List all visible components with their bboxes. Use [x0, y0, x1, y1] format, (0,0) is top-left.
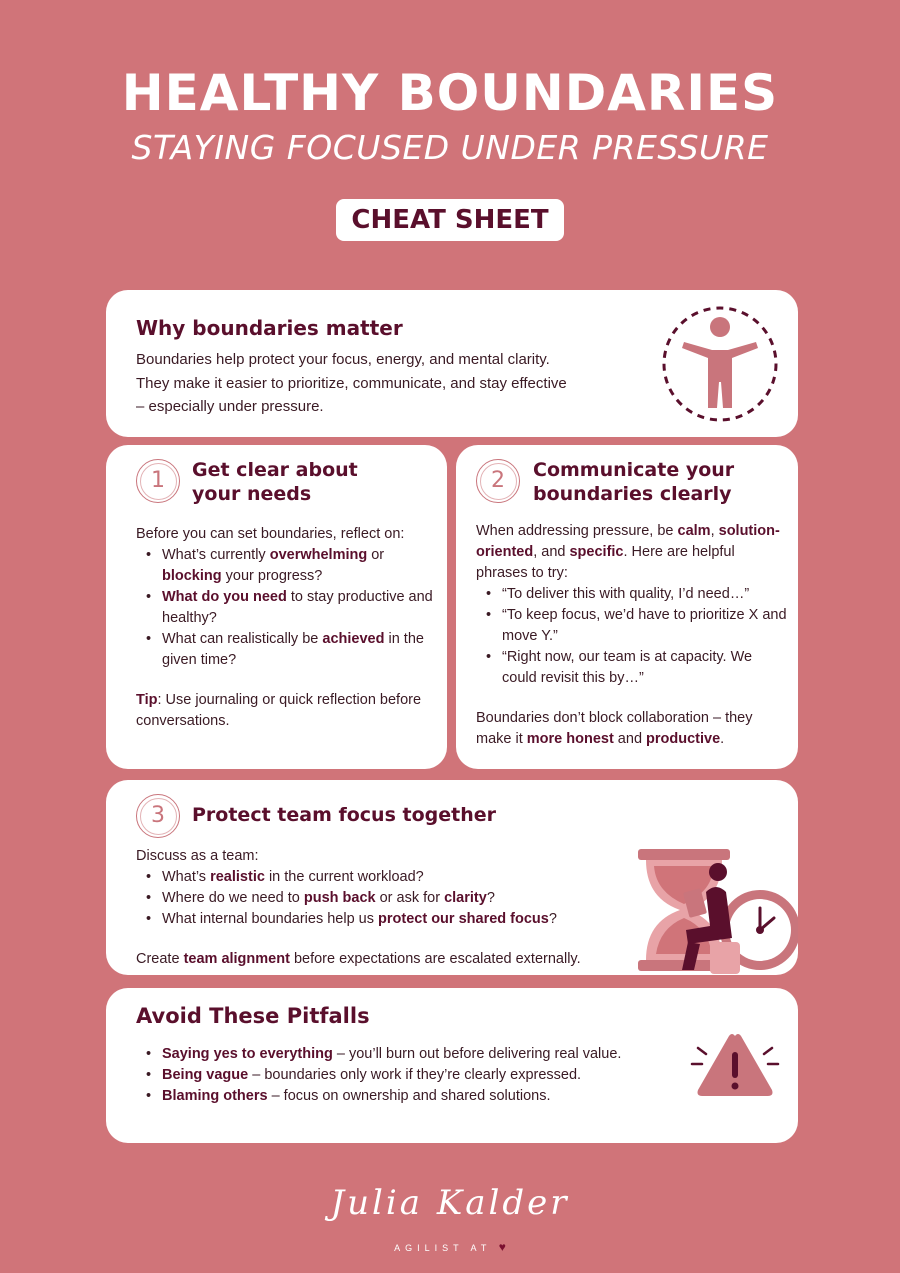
- step-3-outro: Create team alignment before expectations are escalated externally.: [136, 951, 581, 967]
- step-1-list: [136, 545, 436, 671]
- list-item: • Saying yes to everything – you’ll burn out before delivering real value.: [136, 1044, 696, 1065]
- why-line-3: – especially under pressure.: [136, 398, 324, 415]
- step-2-outro: Boundaries don’t block collaboration – they make it more honest and productive.: [476, 710, 753, 747]
- pitfalls-list: [136, 1044, 696, 1107]
- list-item: • Where do we need to push back or ask for clarity?: [136, 888, 656, 909]
- list-item: • What do you need to stay productive and healthy?: [136, 587, 436, 629]
- step-1-card: [106, 445, 447, 769]
- list-item: • What can realistically be achieved in the given time?: [136, 629, 436, 671]
- list-item: • Blaming others – focus on ownership and shared solutions.: [136, 1086, 696, 1107]
- cheat-sheet-badge: CHEAT SHEET: [336, 199, 564, 241]
- list-item: • “To keep focus, we’d have to prioritize X and move Y.”: [476, 605, 788, 647]
- pitfalls-heading: Avoid These Pitfalls: [136, 1004, 370, 1028]
- step-1-number: 1: [136, 459, 180, 503]
- footer-tagline-text: AGILIST AT: [394, 1243, 492, 1253]
- step-1-body: [136, 524, 436, 732]
- warning-icon: [688, 1028, 782, 1104]
- step-3-list: [136, 867, 656, 930]
- heart-icon: ♥: [498, 1240, 506, 1254]
- footer-tagline: [0, 1240, 900, 1254]
- pitfalls-card: [106, 988, 798, 1143]
- step-2-heading-line-1: Communicate your: [533, 459, 735, 481]
- hourglass-clock-person-icon: [636, 846, 798, 975]
- page-title: HEALTHY BOUNDARIES: [121, 64, 779, 122]
- list-item: • Being vague – boundaries only work if they’re clearly expressed.: [136, 1065, 696, 1086]
- step-1-heading-line-1: Get clear about: [192, 459, 358, 481]
- step-2-card: [456, 445, 798, 769]
- list-item: • What internal boundaries help us protect our shared focus?: [136, 909, 656, 930]
- why-card: [106, 290, 798, 437]
- list-item: • What’s currently overwhelming or blocking your progress?: [136, 545, 436, 587]
- list-item: • What’s realistic in the current workload?: [136, 867, 656, 888]
- step-2-heading-line-2: boundaries clearly: [533, 483, 732, 505]
- step-3-body: [136, 846, 656, 970]
- why-line-2: They make it easier to prioritize, communicate, and stay effective: [136, 374, 567, 392]
- step-2-number: 2: [476, 459, 520, 503]
- why-text: [136, 348, 666, 419]
- step-3-heading: Protect team focus together: [192, 804, 496, 826]
- step-3-card: [106, 780, 798, 975]
- why-heading: Why boundaries matter: [136, 316, 403, 340]
- list-item: • “Right now, our team is at capacity. We could revisit this by…”: [476, 647, 788, 689]
- step-3-intro: Discuss as a team:: [136, 848, 259, 864]
- step-2-body: [476, 521, 788, 750]
- step-1-tip: Tip: Use journaling or quick reflection before conversations.: [136, 692, 422, 729]
- step-1-heading: [192, 458, 358, 506]
- step-1-intro: Before you can set boundaries, reflect on:: [136, 526, 405, 542]
- step-2-heading: [533, 458, 734, 506]
- step-1-heading-line-2: your needs: [192, 483, 312, 505]
- person-boundary-icon: [660, 304, 780, 424]
- why-line-1: Boundaries help protect your focus, energy, and mental clarity.: [136, 351, 550, 368]
- step-3-number: 3: [136, 794, 180, 838]
- page-subtitle: STAYING FOCUSED UNDER PRESSURE: [131, 128, 769, 167]
- list-item: • “To deliver this with quality, I’d need…”: [476, 584, 788, 605]
- signature: Julia Kalder: [330, 1183, 570, 1223]
- step-2-list: [476, 584, 788, 689]
- step-2-intro: When addressing pressure, be calm, solution-oriented, and specific. Here are helpful phrases to try:: [476, 523, 780, 581]
